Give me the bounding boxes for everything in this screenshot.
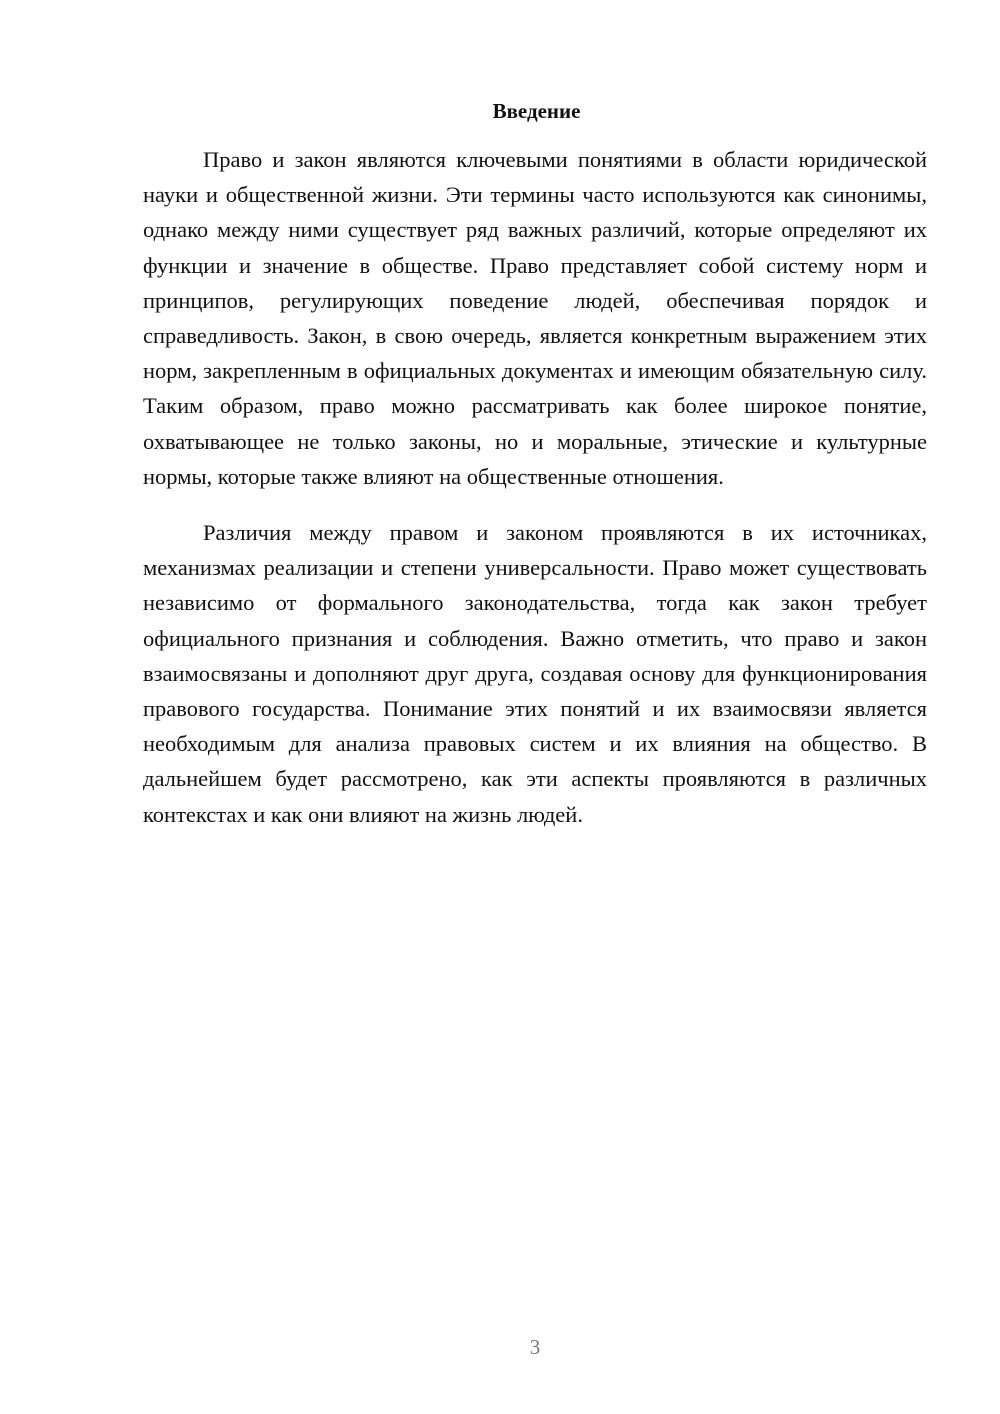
paragraph-1: Право и закон являются ключевыми понятиями в области юридической науки и общественной жизни. Эти термины часто используются как синонимы, однако между ними существует ряд важных различий, которые определяют их функции и значение в обществе. Право представляет собой систему норм и принципов, регулирующих поведение людей, обеспечивая порядок и справедливость. Закон, в свою очередь, является конкретным выражением этих норм, закрепленным в официальных документах и имеющим обязательную силу. Таким образом, право можно рассматривать как более широкое понятие, охватывающее не только законы, но и моральные, этические и культурные нормы, которые также влияют на общественные отношения. [143,147,927,489]
section-title: Введение [492,99,581,123]
paragraph-2: Различия между правом и законом проявляются в их источниках, механизмах реализации и степени универсальности. Право может существовать независимо от формального законодательства, тогда как закон требует официального признания и соблюдения. Важно отметить, что право и закон взаимосвязаны и дополняют друг друга, создавая основу для функционирования правового государства. Понимание этих понятий и их взаимосвязи является необходимым для анализа правовых систем и их влияния на общество. В дальнейшем будет рассмотрено, как эти аспекты проявляются в различных контекстах и как они влияют на жизнь людей. [143,520,927,827]
page-number: 3 [529,1335,541,1359]
page-content [143,95,927,832]
